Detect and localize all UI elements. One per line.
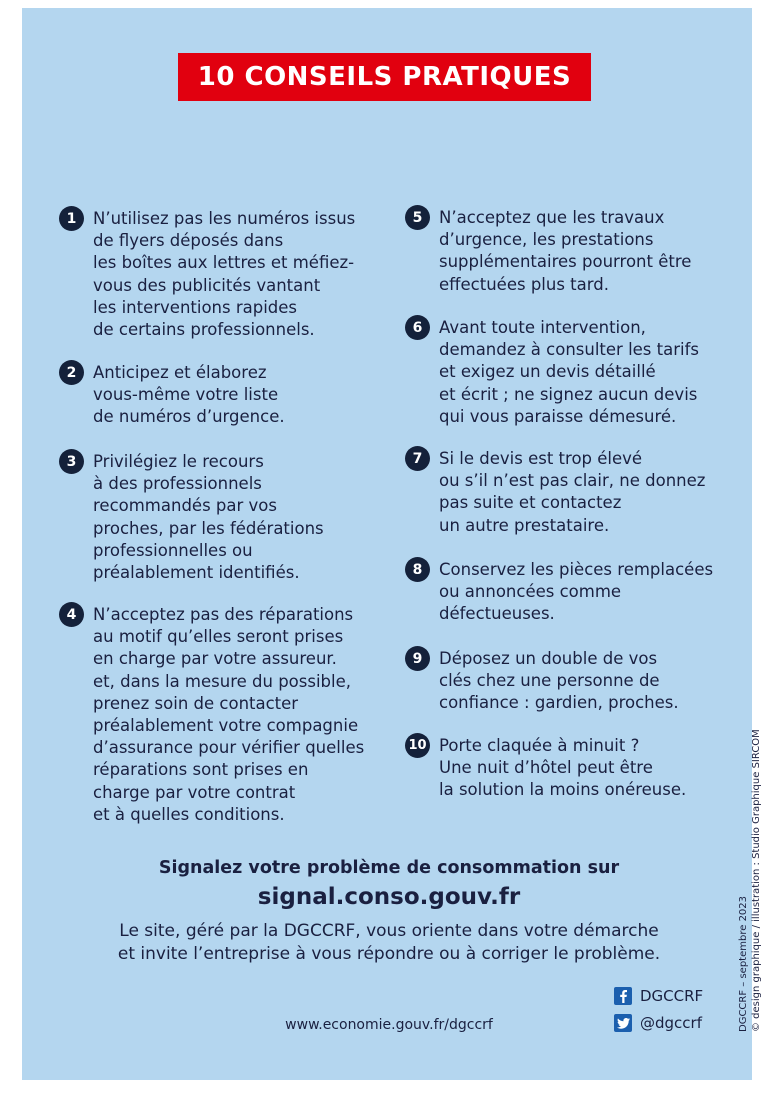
tip-text: Anticipez et élaborez vous-même votre liste de numéros d’urgence. (93, 363, 285, 427)
tip-number-badge: 2 (59, 360, 84, 385)
twitter-link[interactable] (614, 1014, 702, 1032)
tip-text: Privilégiez le recours à des professionnels recommandés par vos proches, par les fédérations professionnelles ou préalablement identifiés. (93, 452, 324, 583)
tip-8 (405, 559, 713, 626)
credits (737, 712, 763, 1032)
tip-2 (59, 362, 285, 429)
twitter-label: @dgccrf (640, 1014, 702, 1032)
tip-7 (405, 448, 705, 537)
tip-10 (405, 735, 686, 802)
credits-date: DGCCRF – septembre 2023 (738, 895, 749, 1032)
facebook-icon (614, 987, 632, 1005)
tip-number-badge: 5 (405, 205, 430, 230)
tip-5 (405, 207, 691, 296)
tip-number-badge: 8 (405, 557, 430, 582)
tip-number-badge: 3 (59, 449, 84, 474)
tip-number-badge: 4 (59, 602, 84, 627)
tip-1 (59, 208, 355, 341)
credits-design: © design graphique / illustration : Studio Graphique SIRCOM (751, 729, 762, 1032)
tip-number-badge: 6 (405, 315, 430, 340)
signal-title: Signalez votre problème de consommation sur (158, 858, 620, 878)
tip-text: N’utilisez pas les numéros issus de flyers déposés dans les boîtes aux lettres et méfiez- vous des publicités vantant les interventions rapides de certains professionnels. (93, 209, 356, 340)
tip-text: Avant toute intervention, demandez à consulter les tarifs et exigez un devis détaillé et écrit ; ne signez aucun devis qui vous paraisse démesuré. (439, 318, 699, 426)
tip-number-badge: 1 (59, 206, 84, 231)
signal-description: Le site, géré par la DGCCRF, vous oriente dans votre démarche et invite l’entreprise à vous répondre ou à corriger le problème. (117, 921, 661, 964)
tip-text: N’acceptez pas des réparations au motif qu’elles seront prises en charge par votre assureur. et, dans la mesure du possible, prenez soin de contacter préalablement votre compagnie d’assurance pour vérifier quelles réparations sont prises en charge par votre contrat et à quelles conditions. (93, 605, 365, 824)
page-title: 10 CONSEILS PRATIQUES (178, 53, 591, 101)
tip-number-badge: 9 (405, 646, 430, 671)
tip-text: Si le devis est trop élevé ou s’il n’est pas clair, ne donnez pas suite et contactez un autre prestataire. (439, 449, 706, 535)
tip-9 (405, 648, 679, 715)
tip-6 (405, 317, 699, 428)
tip-text: Déposez un double de vos clés chez une personne de confiance : gardien, proches. (439, 649, 679, 713)
website-link[interactable]: www.economie.gouv.fr/dgccrf (285, 1017, 493, 1033)
tip-text: Porte claquée à minuit ? Une nuit d’hôtel peut être la solution la moins onéreuse. (439, 736, 687, 800)
facebook-link[interactable] (614, 987, 703, 1005)
tip-text: Conservez les pièces remplacées ou annoncées comme défectueuses. (439, 560, 714, 624)
facebook-label: DGCCRF (640, 987, 704, 1005)
tip-4 (59, 604, 364, 826)
tip-text: N’acceptez que les travaux d’urgence, les prestations supplémentaires pourront être effectuées plus tard. (439, 208, 692, 294)
twitter-icon (614, 1014, 632, 1032)
tip-3 (59, 451, 324, 584)
signal-link[interactable]: signal.conso.gouv.fr (257, 884, 521, 910)
tip-number-badge: 10 (405, 733, 430, 758)
tip-number-badge: 7 (405, 446, 430, 471)
